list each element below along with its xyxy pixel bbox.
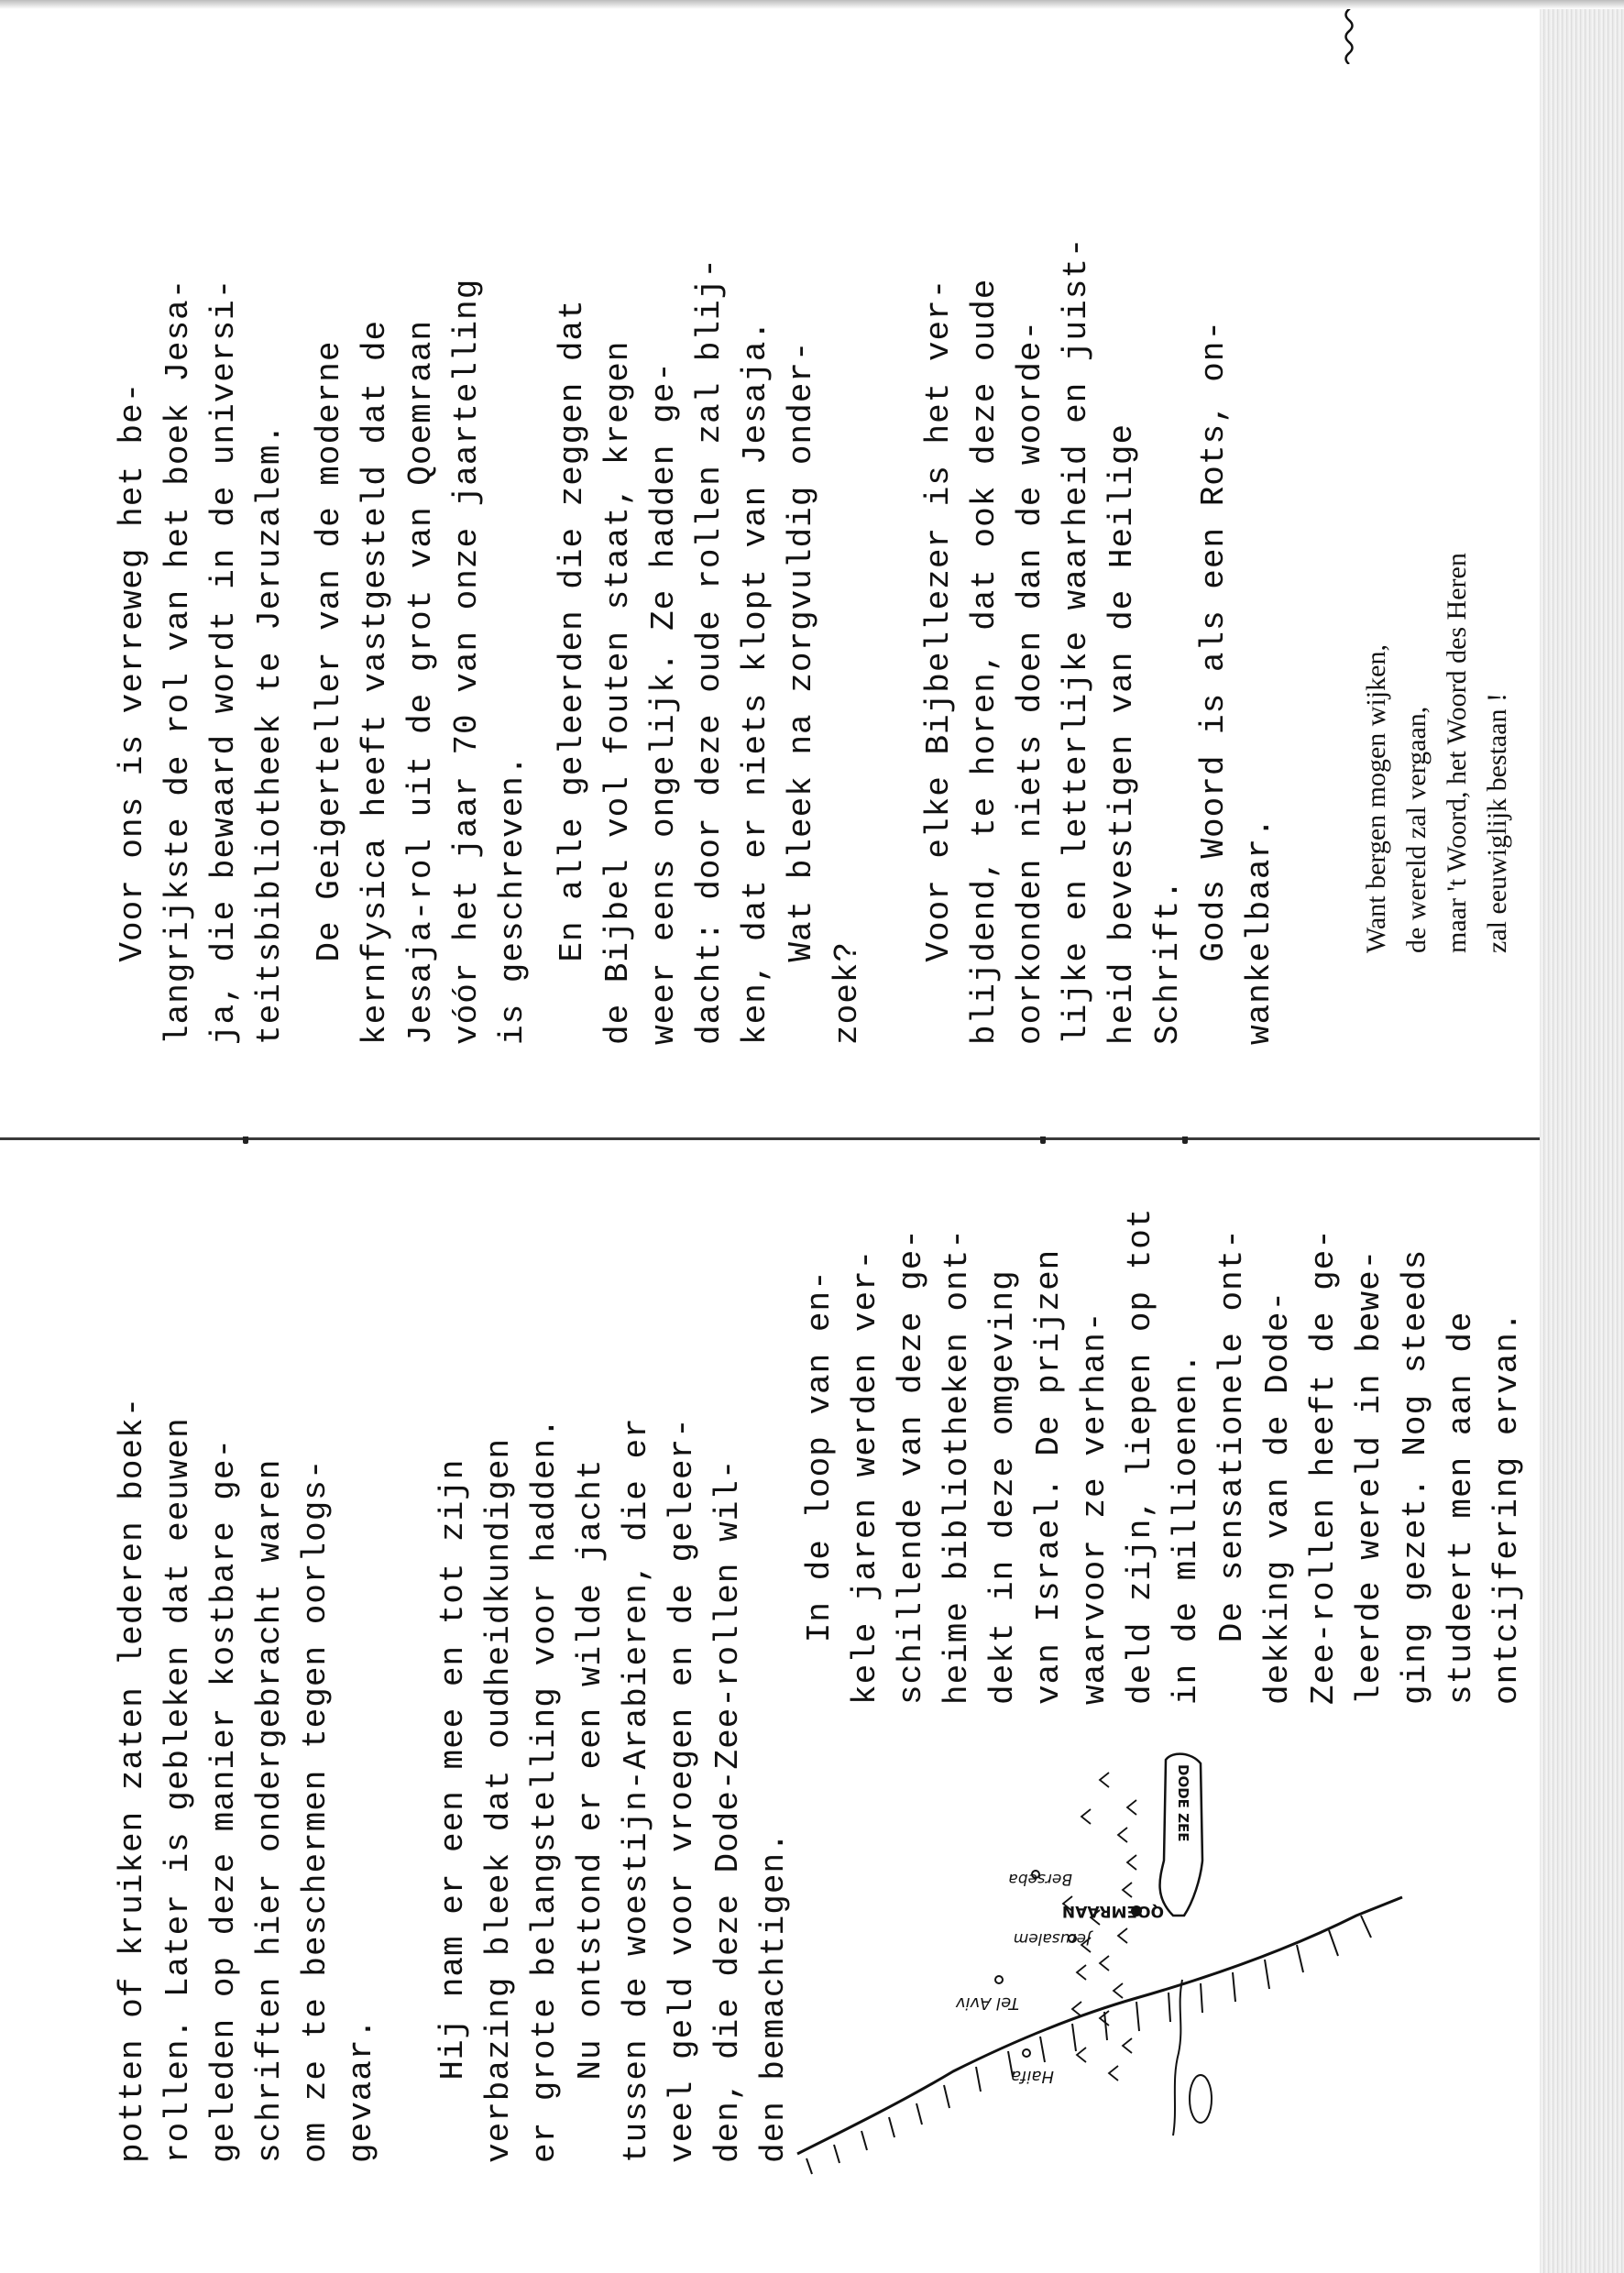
text-line: Hij nam er een mee en tot zijn <box>434 1458 472 2163</box>
text-line: den bemachtigen. <box>755 1831 793 2163</box>
map-label-haifa: Haifa <box>1011 2067 1054 2086</box>
map-label-jerusalem: Jerusalem <box>1013 1929 1091 1948</box>
text-line: gevaar. <box>343 2017 380 2163</box>
text-line: studeert men aan de <box>1443 1311 1480 1705</box>
text-line: dekt in deze omgeving <box>984 1269 1022 1705</box>
scan-edge-shadow-right <box>0 0 1624 9</box>
text-line: Voor elke Bijbellezer is het ver- <box>920 278 958 1045</box>
text-line: leerde wereld in bewe- <box>1351 1248 1388 1705</box>
text-line: om ze te beschermen tegen oorlogs- <box>297 1458 335 2163</box>
sea-hatching <box>807 1916 1371 2174</box>
right-paragraph-2 <box>307 279 536 1045</box>
text-line: tussen de woestijn-Arabieren, die er <box>618 1417 655 2163</box>
text-line: zoek? <box>828 940 866 1045</box>
text-line: de Bijbel vol fouten staat, kregen <box>599 340 637 1045</box>
text-line: Voor ons is verreweg het be- <box>114 381 151 1045</box>
text-line: den, die deze Dode-Zee-rollen wil- <box>709 1458 747 2163</box>
map-label-dode-zee: DODE ZEE <box>1175 1764 1191 1842</box>
text-line: dekking van de Dode- <box>1259 1290 1297 1705</box>
text-line: geleden op deze manier kostbare ge- <box>205 1437 243 2163</box>
text-line: deld zijn, liepen op tot <box>1122 1207 1159 1705</box>
text-line: veel geld voor vroegen en de geleer- <box>664 1417 701 2163</box>
coastline <box>797 1897 1402 2154</box>
right-paragraph-4 <box>916 236 1283 1045</box>
jordan-river <box>1173 1980 1182 2136</box>
text-line: blijdend, te horen, dat ook deze oude <box>966 278 1004 1045</box>
text-line: van Israel. De prijzen <box>1030 1248 1068 1705</box>
text-line: Zee-rollen heeft de ge- <box>1305 1228 1343 1705</box>
text-line: Gods Woord is als een Rots, on- <box>1195 319 1233 1045</box>
text-line: De sensationele ont- <box>1213 1228 1251 1705</box>
text-line: er grote belangstelling voor hadden. <box>526 1417 564 2163</box>
text-line: oorkonden niets doen dan de woorde- <box>1012 319 1049 1045</box>
text-line: In de loop van en- <box>801 1269 839 1705</box>
text-line: verbazing bleek dat oudheidkundigen <box>480 1437 518 2163</box>
text-line: kernfysica heeft vastgesteld dat de <box>357 319 394 1045</box>
tel-aviv-marker <box>995 1976 1003 1983</box>
right-paragraph-1 <box>110 279 293 1045</box>
text-line: kele jaren werden ver- <box>847 1248 884 1705</box>
haifa-marker <box>1023 2049 1030 2057</box>
right-paragraph-3 <box>550 258 871 1045</box>
left-column-middle <box>431 1417 797 2163</box>
israel-map <box>770 1714 1411 2191</box>
text-line: vóór het jaar 70 van onze jaartelling <box>448 278 486 1045</box>
text-line: Wat bleek na zorgvuldig onder- <box>783 340 820 1045</box>
poem-line: de wereld zal vergaan, <box>1401 706 1432 953</box>
map-label-tel-aviv: Tel Aviv <box>955 1993 1019 2013</box>
text-line: wankelbaar. <box>1241 817 1278 1045</box>
left-column-bottom <box>797 1208 1531 1705</box>
text-line: dacht: door deze oude rollen zal blij- <box>691 258 729 1045</box>
text-line: Schrift. <box>1149 879 1187 1045</box>
text-line: is geschreven. <box>494 754 532 1045</box>
text-line: En alle geleerden die zeggen dat <box>554 299 591 1045</box>
text-line: weer eens ongelijk. Ze hadden ge- <box>645 361 683 1045</box>
wavy-ornament-top <box>1343 0 1355 64</box>
poem-line: zal eeuwiglijk bestaan ! <box>1482 692 1512 953</box>
text-line: potten of kruiken zaten lederen boek- <box>114 1396 151 2163</box>
text-line: ging gezet. Nog steeds <box>1397 1248 1434 1705</box>
map-label-berseba: Berseba <box>1008 1870 1072 1888</box>
text-line: ja, die bewaard wordt in de universi- <box>205 278 243 1045</box>
text-line: rollen. Later is gebleken dat eeuwen <box>159 1417 197 2163</box>
text-line: ken, dat er niets klopt van Jesaja. <box>737 319 774 1045</box>
text-line: Jesaja-rol uit de grot van Qoemraan <box>402 319 440 1045</box>
right-page <box>0 0 1624 1136</box>
poem-line: maar 't Woord, het Woord des Heren <box>1442 553 1472 953</box>
left-page <box>0 1136 1624 2273</box>
poem-line: Want bergen mogen wijken, <box>1361 644 1391 953</box>
text-line: schriften hier ondergebracht waren <box>251 1458 289 2163</box>
text-line: ontcijfering ervan. <box>1488 1311 1526 1705</box>
page-edges <box>1540 0 1624 2273</box>
left-column-top <box>110 1397 385 2163</box>
sea-of-galilee <box>1190 2075 1212 2123</box>
closing-poem <box>1356 553 1518 953</box>
map-label-qoemraan: QOEMRAAN <box>1061 1902 1164 1920</box>
text-line: teitsbibliotheek te Jeruzalem. <box>251 423 289 1045</box>
text-line: in de millioenen. <box>1168 1352 1205 1705</box>
text-line: Nu ontstond er een wilde jacht <box>572 1458 609 2163</box>
text-line: heid bevestigen van de Heilige <box>1103 423 1141 1045</box>
text-line: De Geigerteller van de moderne <box>311 340 348 1045</box>
text-line: waarvoor ze verhan- <box>1076 1311 1114 1705</box>
text-line: heime bibliotheken ont- <box>938 1228 976 1705</box>
text-line: schillende van deze ge- <box>893 1228 930 1705</box>
text-line: lijke en letterlijke waarheid en juist- <box>1058 236 1095 1045</box>
text-line: langrijkste de rol van het boek Jesa- <box>159 278 197 1045</box>
